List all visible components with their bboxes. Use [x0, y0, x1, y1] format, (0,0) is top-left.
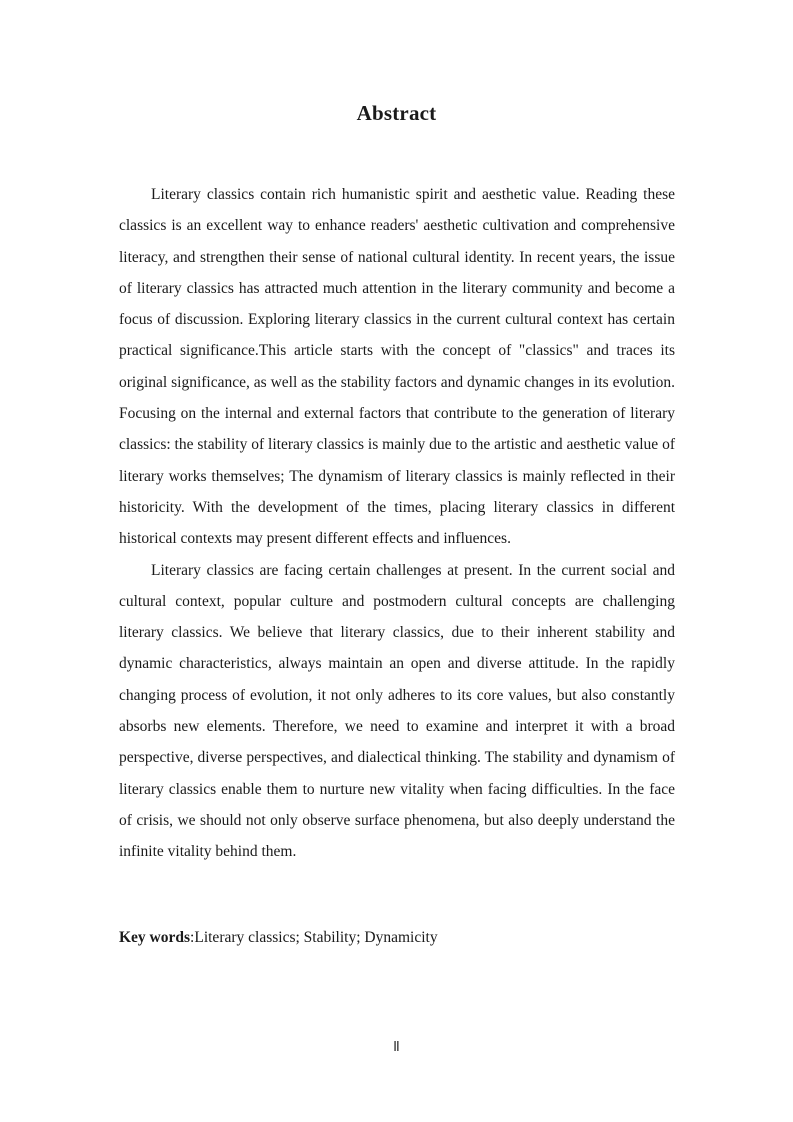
page-number: Ⅱ: [393, 1040, 400, 1055]
page-title: Abstract: [356, 101, 437, 125]
abstract-paragraph-2: Literary classics are facing certain challenges at present. In the current social and cultural context, popular culture and postmodern cultural concepts are challenging literary classics. We believe that literary classics, due to their inherent stability and dynamic characteristics, always maintain an open and diverse attitude. In the rapidly changing process of evolution, it not only adheres to its core values, but also constantly absorbs new elements. Therefore, we need to examine and interpret it with a broad perspective, diverse perspectives, and dialectical thinking. The stability and dynamism of literary classics enable them to nurture new vitality when facing difficulties. In the face of crisis, we should not only observe surface phenomena, but also deeply understand the infinite vitality behind them.: [119, 561, 675, 861]
abstract-body: [119, 179, 675, 868]
abstract-paragraph-1: Literary classics contain rich humanistic spirit and aesthetic value. Reading these classics is an excellent way to enhance readers' aesthetic cultivation and comprehensive literacy, and strengthen their sense of national cultural identity. In recent years, the issue of literary classics has attracted much attention in the literary community and become a focus of discussion. Exploring literary classics in the current cultural context has certain practical significance.This article starts with the concept of "classics" and traces its original significance, as well as the stability factors and dynamic changes in its evolution. Focusing on the internal and external factors that contribute to the generation of literary classics: the stability of literary classics is mainly due to the artistic and aesthetic value of literary works themselves; The dynamism of literary classics is mainly reflected in their historicity. With the development of the times, placing literary classics in different historical contexts may present different effects and influences.: [119, 186, 675, 548]
keywords-line: [119, 927, 675, 949]
keywords-value: :Literary classics; Stability; Dynamicity: [190, 929, 438, 946]
keywords-label: Key words: [119, 929, 191, 946]
